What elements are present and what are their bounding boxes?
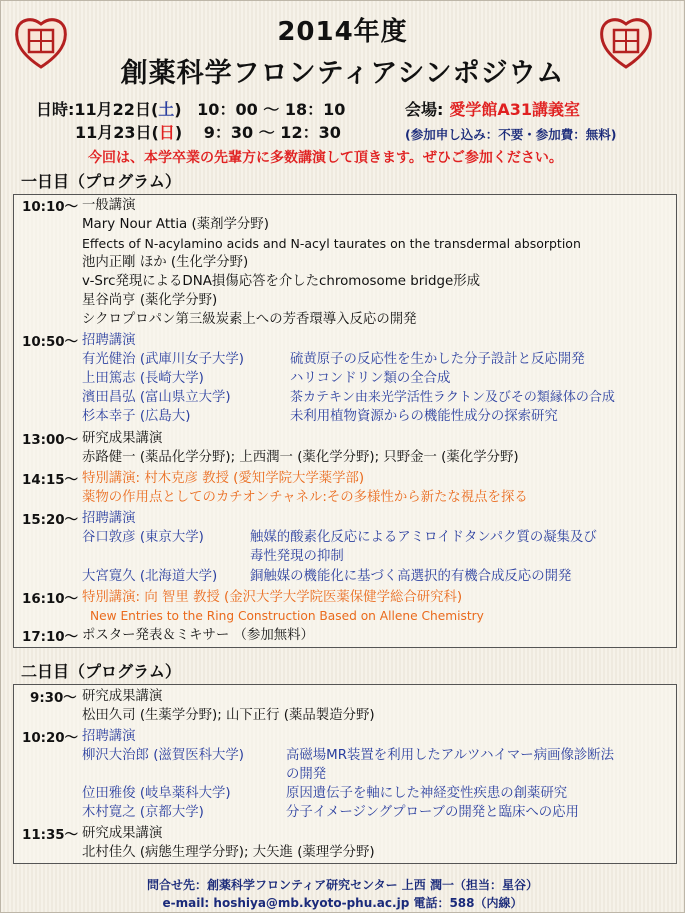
venue: [405, 97, 580, 120]
day2-time: 9：30 〜 12：30: [203, 123, 341, 142]
time-label: 15:20〜: [22, 513, 79, 528]
speaker: 谷口敦彦 (東京大学): [82, 530, 204, 545]
talk-title: シクロプロパン第三級炭素上への芳香環導入反応の開発: [82, 312, 417, 327]
day2-heading: 二日目（プログラム）: [21, 662, 181, 681]
session-title: 招聘講演: [82, 729, 136, 744]
speaker: 有光健治 (武庫川女子大学): [82, 352, 245, 367]
session-title: 研究成果講演: [82, 689, 163, 704]
time-label: 14:15〜: [22, 473, 79, 488]
session-title: 招聘講演: [82, 333, 136, 348]
day1-weekday: 土: [158, 100, 175, 119]
day2-paren: ): [174, 123, 183, 142]
speaker-list: 赤路健一 (薬品化学分野); 上西潤一 (薬化学分野); 只野金一 (薬化学分野): [82, 450, 519, 465]
time-label: 13:00〜: [22, 433, 79, 448]
talk-title: 薬物の作用点としてのカチオンチャネル:その多様性から新たな視点を探る: [82, 490, 528, 505]
registration-note: (参加申し込み：不要・参加費：無料): [405, 127, 617, 142]
special-lecture: 特別講演: 向 智里 教授 (金沢大学大学院医薬保健学総合研究科): [82, 590, 463, 605]
speaker: Mary Nour Attia (薬剤学分野): [82, 217, 269, 232]
talk-title: 茶カテキン由来光学活性ラクトン及びその類縁体の合成: [290, 390, 615, 405]
session-title: 招聘講演: [82, 511, 136, 526]
date-line-2: [75, 120, 341, 143]
poster-session: ポスター発表＆ミキサー （参加無料）: [82, 628, 314, 643]
speaker: 木村寛之 (京都大学): [82, 805, 204, 820]
day1-program: [13, 194, 677, 648]
time-label: 17:10〜: [22, 630, 79, 645]
session-title: 一般講演: [82, 198, 136, 213]
date-label: 日時:: [36, 100, 75, 119]
time-label: 11:35〜: [22, 828, 79, 843]
talk-title: 分子イメージングプローブの開発と臨床への応用: [286, 805, 579, 820]
day2-program: [13, 684, 677, 864]
special-lecture: 特別講演: 村木克彦 教授 (愛知学院大学薬学部): [82, 471, 365, 486]
day1-heading: 一日目（プログラム）: [21, 172, 181, 191]
session-title: 研究成果講演: [82, 826, 163, 841]
date-line-1: [36, 97, 345, 120]
talk-title: 触媒的酸素化反応によるアミロイドタンパク質の凝集及び: [250, 530, 597, 545]
talk-title: Effects of N-acylamino acids and N-acyl taurates on the transdermal absorption: [82, 236, 581, 251]
notice: 今回は、本学卒業の先輩方に多数講演して頂きます。ぜひご参加ください。: [88, 150, 563, 166]
talk-title: New Entries to the Ring Construction Based on Allene Chemistry: [90, 609, 484, 623]
time-label: 9:30〜: [30, 691, 77, 706]
contact-line: 問合せ先：創薬科学フロンティア研究センター 上西 潤一（担当：星谷）: [147, 878, 538, 892]
speaker-list: 松田久司 (生薬学分野); 山下正行 (薬品製造分野): [82, 708, 375, 723]
day2-weekday: 日: [158, 123, 175, 142]
day2-date: 11月23日(: [75, 123, 159, 142]
speaker: 濱田昌弘 (富山県立大学): [82, 390, 231, 405]
time-label: 10:10〜: [22, 200, 79, 215]
talk-title: v-Src発現によるDNA損傷応答を介したchromosome bridge形成: [82, 274, 480, 289]
symposium-title: 創薬科学フロンティアシンポジウム: [120, 58, 565, 89]
speaker: 星谷尚亨 (薬化学分野): [82, 293, 218, 308]
talk-title: 原因遺伝子を軸にした神経変性疾患の創薬研究: [286, 786, 568, 801]
talk-title: 硫黄原子の反応性を生かした分子設計と反応開発: [290, 352, 585, 367]
speaker: 杉本幸子 (広島大): [82, 409, 191, 424]
day1-date: 11月22日(: [74, 100, 159, 119]
day1-time: 10：00 〜 18：10: [197, 100, 346, 119]
venue-name: 愛学館A31講義室: [449, 100, 581, 119]
talk-title: ハリコンドリン類の全合成: [290, 371, 451, 386]
time-label: 16:10〜: [22, 592, 79, 607]
time-label: 10:20〜: [22, 731, 79, 746]
speaker: 大宮寛久 (北海道大学): [82, 569, 218, 584]
venue-label: 会場:: [405, 100, 444, 119]
talk-title: 銅触媒の機能化に基づく高選択的有機合成反応の開発: [250, 569, 572, 584]
speaker-list: 北村佳久 (病態生理学分野); 大矢進 (薬理学分野): [82, 845, 375, 860]
contact-email[interactable]: e-mail: hoshiya@mb.kyoto-phu.ac.jp 電話：588（内線）: [162, 896, 523, 910]
speaker: 位田雅俊 (岐阜薬科大学): [82, 786, 231, 801]
speaker: 上田篤志 (長崎大学): [82, 371, 204, 386]
talk-title: 高磁場MR装置を利用したアルツハイマー病画像診断法: [286, 748, 615, 763]
session-title: 研究成果講演: [82, 431, 163, 446]
day1-paren: ): [174, 100, 182, 119]
speaker: 柳沢大治郎 (滋賀医科大学): [82, 748, 245, 763]
talk-title-continued: の開発: [286, 767, 327, 782]
year-title: 2014年度: [277, 17, 408, 47]
talk-title: 未利用植物資源からの機能性成分の探索研究: [290, 409, 558, 424]
talk-title-continued: 毒性発現の抑制: [250, 549, 344, 564]
speaker: 池内正剛 ほか (生化学分野): [82, 255, 249, 270]
time-label: 10:50〜: [22, 335, 79, 350]
